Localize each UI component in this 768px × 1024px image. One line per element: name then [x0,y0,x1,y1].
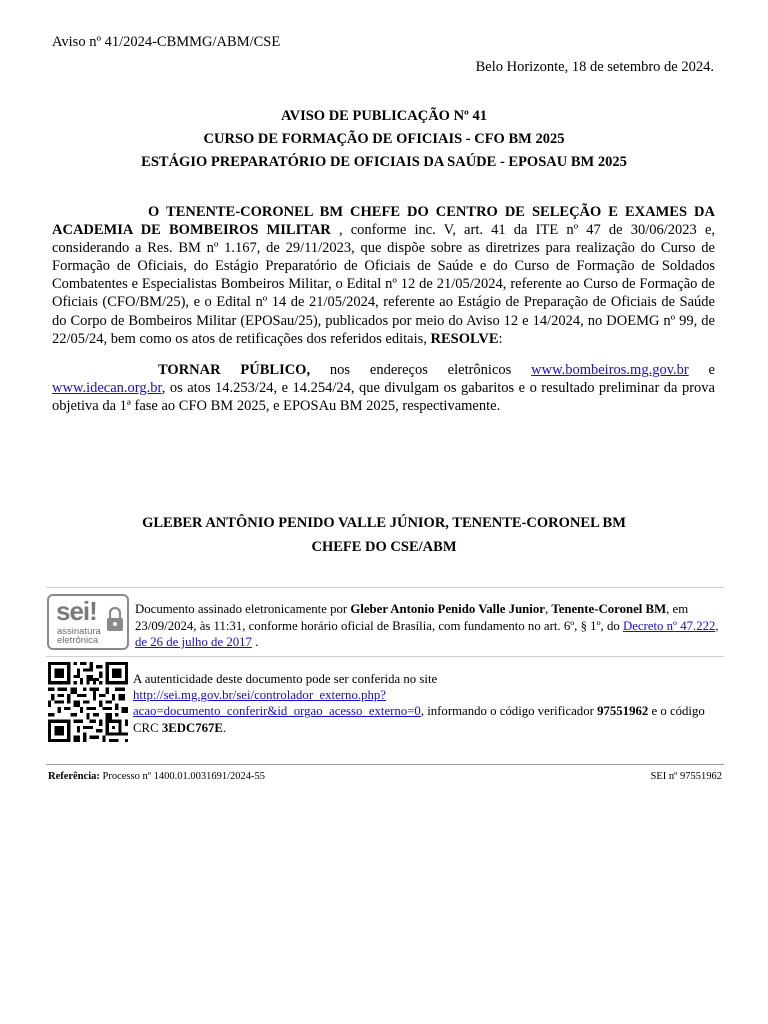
signature-divider-middle [46,656,724,657]
sei-logo-sub1: assinatura [57,626,101,637]
paragraph1-text: , conforme inc. V, art. 41 da ITE nº 47 de 30/06/2023 e, considerando a Res. BM nº 1.167, de 29/11/2023, que dispõe sobre as diretrizes para realização do Curso de Formação de Oficiais, do Estágio Preparatório de Oficiais de Saúde e do Curso de Formação de Soldados Combatentes e Especialistas Bombeiros Militar, o Edital nº 12 de 21/05/2024, referente ao Curso de Formação de Oficiais (CFO/BM/25), e o Edital nº 14 de 21/05/2024, referente ao Estágio de Preparação de Oficiais de Saúde do Corpo de Bombeiros Militar (EPOSau/25), publicados por meio do Aviso 12 e 14/2024, no DOEMG nº 99, de 22/05/24, bem como os atos de retificações dos referidos editais, [52,222,715,347]
lock-icon [105,604,125,634]
sei-logo-subtitle [57,627,101,645]
title-line-3: ESTÁGIO PREPARATÓRIO DE OFICIAIS DA SAÚDE - EPOSAU BM 2025 [141,154,627,170]
sig-text-c: , em 23/09/2024, às 11:31, conforme horário oficial de Brasília, com fundamento no art. 6º, § 1º, do [135,602,689,633]
sig-text-d: . [251,635,259,649]
sei-verify-link-part1[interactable]: http://sei.mg.gov.br/sei/controlador_externo.php? [133,688,386,703]
document-reference: Aviso nº 41/2024-CBMMG/ABM/CSE [52,34,281,50]
signature-statement [135,601,725,651]
paragraph1-bold-lead: O TENENTE-CORONEL BM CHEFE DO CENTRO DE SELEÇÃO E EXAMES DA ACADEMIA DE BOMBEIROS MILITAR [52,204,715,239]
footer-sei-number: SEI nº 97551962 [650,771,722,782]
footer-divider [46,764,724,765]
auth-text-d: . [222,720,227,735]
verifier-code: 97551962 [597,704,649,719]
title-line-1: AVISO DE PUBLICAÇÃO Nº 41 [281,108,487,124]
authenticity-statement [133,671,725,736]
place-date: Belo Horizonte, 18 de setembro de 2024. [475,59,714,75]
crc-code: 3EDC767E [161,720,223,735]
resolve-word: RESOLVE [430,330,499,347]
paragraph2-text-c: , os atos 14.253/24, e 14.254/24, que divulgam os gabaritos e o resultado preliminar da prova objetiva da 1ª fase ao CFO BM 2025, e EPOSAu BM 2025, respectivamente. [52,380,715,415]
signer-name-line: GLEBER ANTÔNIO PENIDO VALLE JÚNIOR, TENENTE-CORONEL BM [142,515,626,531]
sig-text-a: Documento assinado eletronicamente por [135,602,351,616]
sei-logo-sub2: eletrônica [57,635,99,646]
signer-role-line: CHEFE DO CSE/ABM [311,539,457,555]
qr-code-icon [48,662,128,742]
sig-signer-rank: Tenente-Coronel BM [551,602,667,616]
sei-logo-word: sei! [56,596,97,626]
paragraph2-bold-lead: TORNAR PÚBLICO, [158,362,311,378]
idecan-link[interactable]: www.idecan.org.br [52,380,162,397]
signature-divider-top [46,587,724,588]
footer-process-reference [48,771,265,782]
sig-text-b: , [544,602,552,616]
paragraph2-text-a: nos endereços eletrônicos [310,362,532,378]
footer-ref-label: Referência: [48,771,100,782]
paragraph1-end: : [498,330,503,347]
sei-verify-link-part2[interactable]: acao=documento_conferir&id_orgao_acesso_externo=0 [133,704,421,719]
title-line-2: CURSO DE FORMAÇÃO DE OFICIAIS - CFO BM 2025 [203,131,565,147]
bombeiros-link[interactable]: www.bombeiros.mg.gov.br [531,362,689,378]
sig-signer-name: Gleber Antonio Penido Valle Junior [350,602,545,616]
sei-signature-logo [47,594,129,650]
auth-text-a: A autenticidade deste documento pode ser conferida no site [133,672,438,686]
auth-text-b: , informando o código verificador [420,704,598,719]
paragraph-publication [52,361,715,415]
auth-text-c: e o código CRC [133,704,705,735]
decree-link[interactable]: Decreto nº 47.222, de 26 de julho de 2017 [135,618,719,649]
paragraph2-text-b: e [688,362,715,378]
footer-ref-value: Processo nº 1400.01.0031691/2024-55 [99,771,266,782]
paragraph-considerations [52,203,715,348]
